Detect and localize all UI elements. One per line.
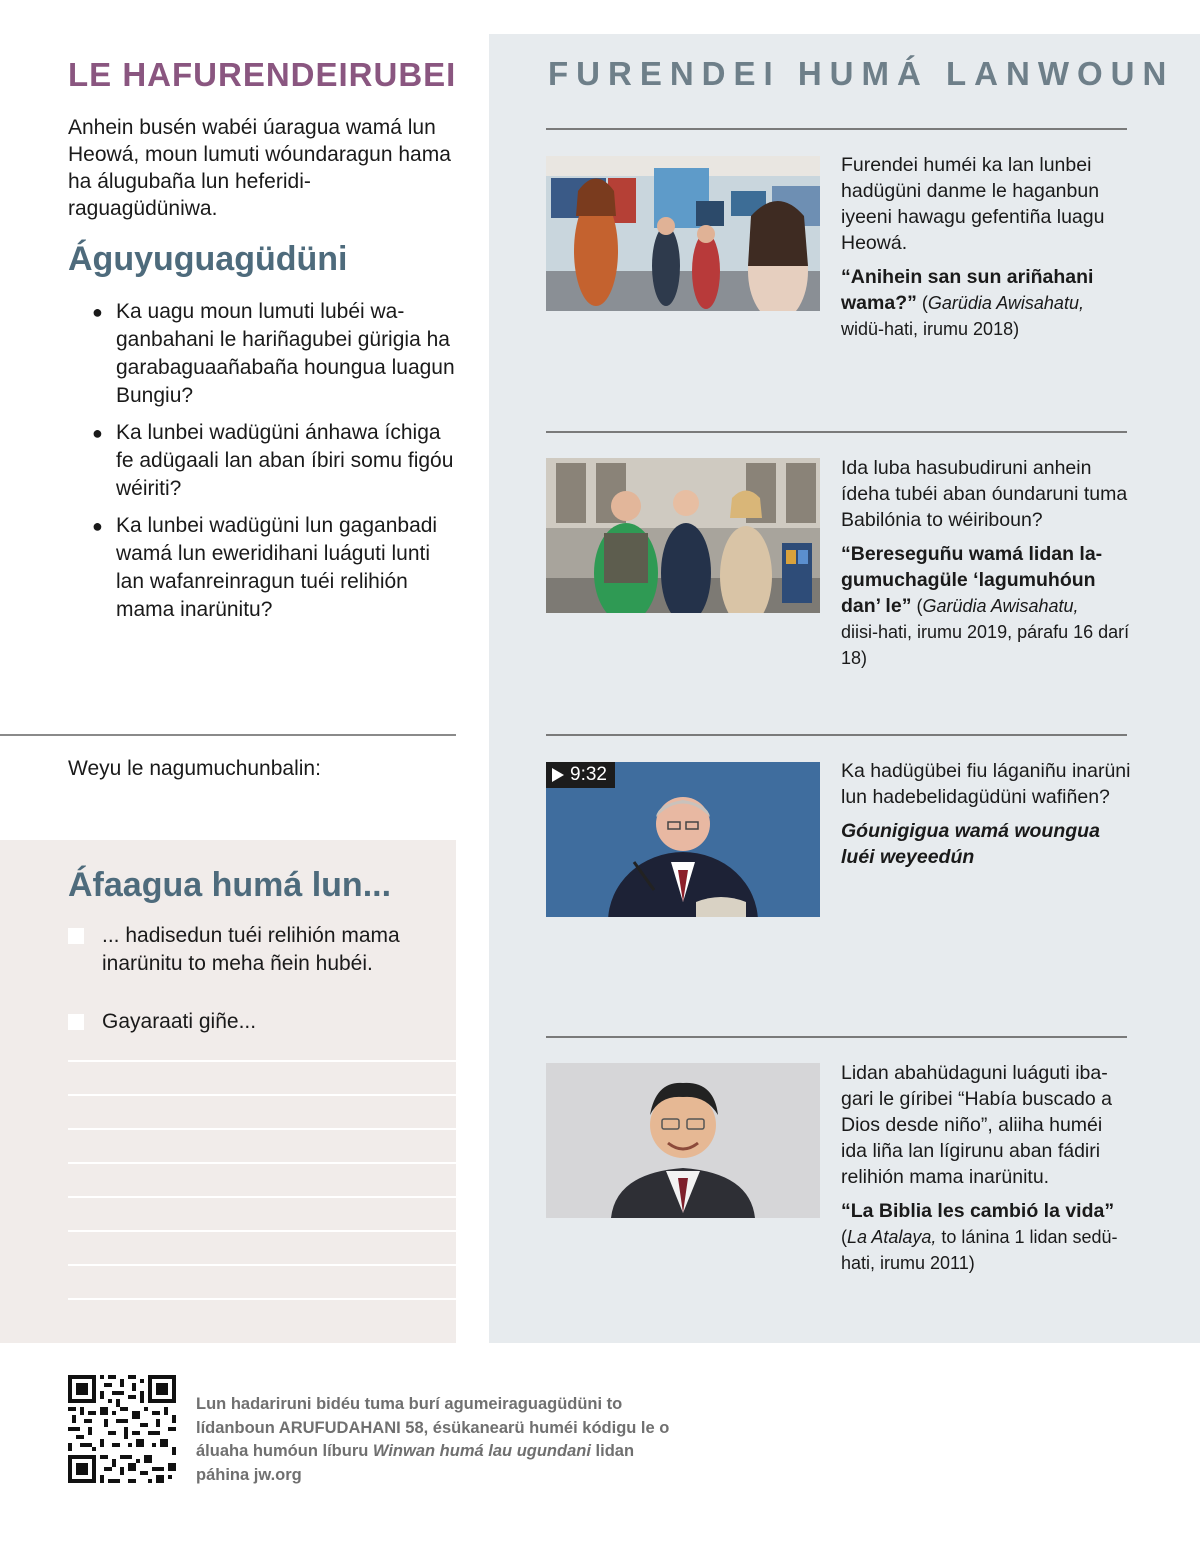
question-item: [92, 419, 457, 503]
question-text: Ka lunbei wadügüni ánhawa íchiga fe adügaali lan aban íbiri somu figóu wéiriti?: [116, 421, 454, 500]
writing-line[interactable]: [68, 1162, 456, 1164]
checkbox[interactable]: [68, 1014, 84, 1030]
resource-divider: [546, 431, 1127, 433]
resource-video-thumbnail[interactable]: [546, 762, 820, 917]
resource-image-portrait[interactable]: [546, 1063, 820, 1218]
bullet-icon: ●: [92, 302, 103, 322]
summary-intro: Anhein busén wabéi úaragua wamá lun Heowá, moun lumuti wóundaragun hama ha álugubaña lun heferidiraguagüdüniwa.: [68, 116, 451, 220]
footer-instructions: Lun hadariruni bidéu tuma burí agumeiraguagüdüni to lídanboun ARUFUDAHANI 58, ésükanearü huméi kódigu le o áluaha humóun líburu Winwan humá lau ugundani lidan páhina jw.org: [196, 1395, 670, 1484]
resource-text: [841, 455, 1131, 671]
bullet-icon: ●: [92, 423, 103, 443]
resource-text: [841, 152, 1131, 342]
checklist-text: ... hadisedun tuéi relihión mama inarünitu to meha ñein hubéi.: [102, 924, 400, 975]
resource-text: [841, 1060, 1131, 1276]
resource-description: Furendei huméi ka lan lunbei hadügüni danme le haganbun iyeeni hawagu gefentiña luagu Heowá.: [841, 154, 1105, 254]
writing-line[interactable]: [68, 1230, 456, 1232]
resource-text: [841, 758, 1131, 870]
resources-heading: FURENDEI HUMÁ LANWOUN: [548, 55, 1175, 92]
resource-citation: widü-hati, irumu 2018): [841, 319, 1020, 339]
checklist-item: [68, 1008, 438, 1036]
resource-divider: [546, 1036, 1127, 1038]
resource-divider: [546, 734, 1127, 736]
summary-title: LE HAFURENDEIRUBEI: [68, 56, 457, 93]
checklist-text: Gayaraati giñe...: [102, 1010, 257, 1033]
resource-title-link[interactable]: “Anihein san sun ariñahani wama?” (Garüdia Awisahatu,: [841, 266, 1094, 314]
writing-line[interactable]: [68, 1128, 456, 1130]
resource-image-street-screens[interactable]: [546, 156, 820, 311]
questions-heading: Águyuguagüdüni: [68, 240, 348, 278]
writing-line[interactable]: [68, 1264, 456, 1266]
resource-description: Lidan abahüdaguni luáguti ibagari le gíribei “Había buscado a Dios desde niño”, aliiha huméi ida liña lan lígirunu aban fádiri relihión mama inarünitu.: [841, 1062, 1112, 1188]
question-text: Ka lunbei wadügüni lun gaganbadi wamá lun eweridihani luáguti lunti lan wafanreinragun tuéi relihión mama inarünitu?: [116, 514, 438, 621]
section-divider: [0, 734, 456, 736]
writing-line[interactable]: [68, 1298, 456, 1300]
resource-title-link[interactable]: “Bereseguñu wamá lidan lagumuchagüle ‘lagumuhóun dan’ le” (Garüdia Awisahatu,: [841, 543, 1103, 617]
bullet-icon: ●: [92, 516, 103, 536]
try-box: [0, 840, 456, 1343]
question-item: [92, 298, 457, 410]
qr-code-icon[interactable]: [68, 1375, 176, 1483]
question-text: Ka uagu moun lumuti lubéi waganbahani le hariñagubei gürigia ha garabaguaañabaña houngua luagun Bungiu?: [116, 300, 455, 407]
resource-citation: (La Atalaya, to lánina 1 lidan sedü-hati, irumu 2011): [841, 1227, 1118, 1273]
question-list: [92, 298, 457, 633]
writing-line[interactable]: [68, 1060, 456, 1062]
question-item: [92, 512, 457, 624]
writing-line[interactable]: [68, 1196, 456, 1198]
resource-divider: [546, 128, 1127, 130]
checklist-item: [68, 922, 438, 978]
summary-section: [0, 0, 489, 740]
resource-title-link[interactable]: Góunigigua wamá woungua luéi weyeedún: [841, 820, 1100, 868]
next-time-label: Weyu le nagumuchunbalin:: [68, 757, 321, 780]
resource-citation: diisi-hati, irumu 2019, párafu 16 darí 18): [841, 622, 1130, 668]
checkbox[interactable]: [68, 928, 84, 944]
video-duration-badge: [546, 762, 615, 788]
resource-image-public-witnessing[interactable]: [546, 458, 820, 613]
writing-line[interactable]: [68, 1094, 456, 1096]
play-icon: [552, 768, 564, 782]
try-heading: Áfaagua humá lun...: [68, 866, 392, 904]
resource-description: Ka hadügübei fiu láganiñu inarüni lun hadebelidagüdüni wafiñen?: [841, 760, 1131, 808]
video-duration: 9:32: [570, 764, 607, 785]
resource-title-link[interactable]: “La Biblia les cambió la vida”: [841, 1200, 1115, 1222]
resource-description: Ida luba hasubudiruni anhein ídeha tubéi aban óundaruni tuma Babilónia to wéiriboun?: [841, 457, 1128, 531]
